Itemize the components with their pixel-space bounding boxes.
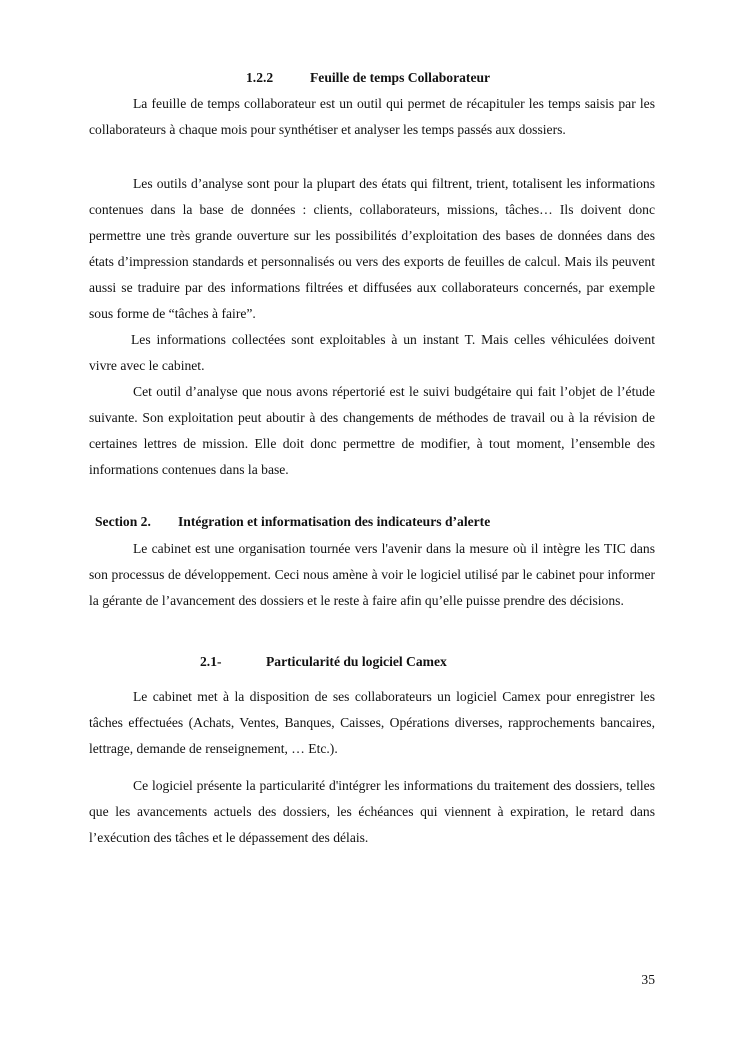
paragraph-collected-info: Les informations collectées sont exploitables à un instant T. Mais celles véhiculées doivent vivre avec le cabinet.	[89, 332, 655, 373]
paragraph-analysis-tools: Les outils d’analyse sont pour la plupart des états qui filtrent, trient, totalisent les informations contenues dans la base de données : clients, collaborateurs, missions, tâches… Ils doivent donc permettre une très grande ouverture sur les possibilités d’exploitation des bases de données dans des états d’impression standards et personnalisés ou vers des exports de feuilles de calcul. Mais ils peuvent aussi se traduire par des informations filtrées et diffusées aux collaborateurs concernés, par exemple sous forme de “tâches à faire”.	[89, 176, 655, 321]
heading-2-1	[200, 654, 447, 670]
paragraph-budget-tracking: Cet outil d’analyse que nous avons répertorié est le suivi budgétaire qui fait l’objet de l’étude suivante. Son exploitation peut aboutir à des changements de méthodes de travail ou à la révision de certaines lettres de mission. Elle doit donc permettre de modifier, à tout moment, l’ensemble des informations contenues dans la base.	[89, 384, 655, 477]
heading-section-2-title: Intégration et informatisation des indicateurs d’alerte	[178, 514, 491, 529]
heading-2-1-number: 2.1-	[200, 654, 222, 669]
paragraph-section-2: Le cabinet est une organisation tournée vers l'avenir dans la mesure où il intègre les TIC dans son processus de développement. Ceci nous amène à voir le logiciel utilisé par le cabinet pour informer la gérante de l’avancement des dossiers et le reste à faire afin qu’elle puisse prendre des décisions.	[89, 541, 655, 608]
paragraph-camex-intro: Le cabinet met à la disposition de ses collaborateurs un logiciel Camex pour enregistrer les tâches effectuées (Achats, Ventes, Banques, Caisses, Opérations diverses, rapprochements bancaires, lettrage, demande de renseignement, … Etc.).	[89, 689, 655, 756]
heading-section-2-number: Section 2.	[95, 514, 151, 529]
heading-1-2-2-number: 1.2.2	[246, 70, 274, 85]
paragraph-camex-features: Ce logiciel présente la particularité d'intégrer les informations du traitement des dossiers, telles que les avancements actuels des dossiers, les échéances qui viennent à expiration, le retard dans l’exécution des tâches et le dépassement des délais.	[89, 778, 655, 845]
heading-1-2-2-title: Feuille de temps Collaborateur	[310, 70, 491, 85]
paragraph-timesheet-intro: La feuille de temps collaborateur est un outil qui permet de récapituler les temps saisis par les collaborateurs à chaque mois pour synthétiser et analyser les temps passés aux dossiers.	[89, 96, 655, 137]
heading-2-1-title: Particularité du logiciel Camex	[266, 654, 447, 669]
heading-section-2	[95, 514, 490, 530]
page-number: 35	[641, 972, 655, 987]
heading-1-2-2	[246, 70, 490, 86]
